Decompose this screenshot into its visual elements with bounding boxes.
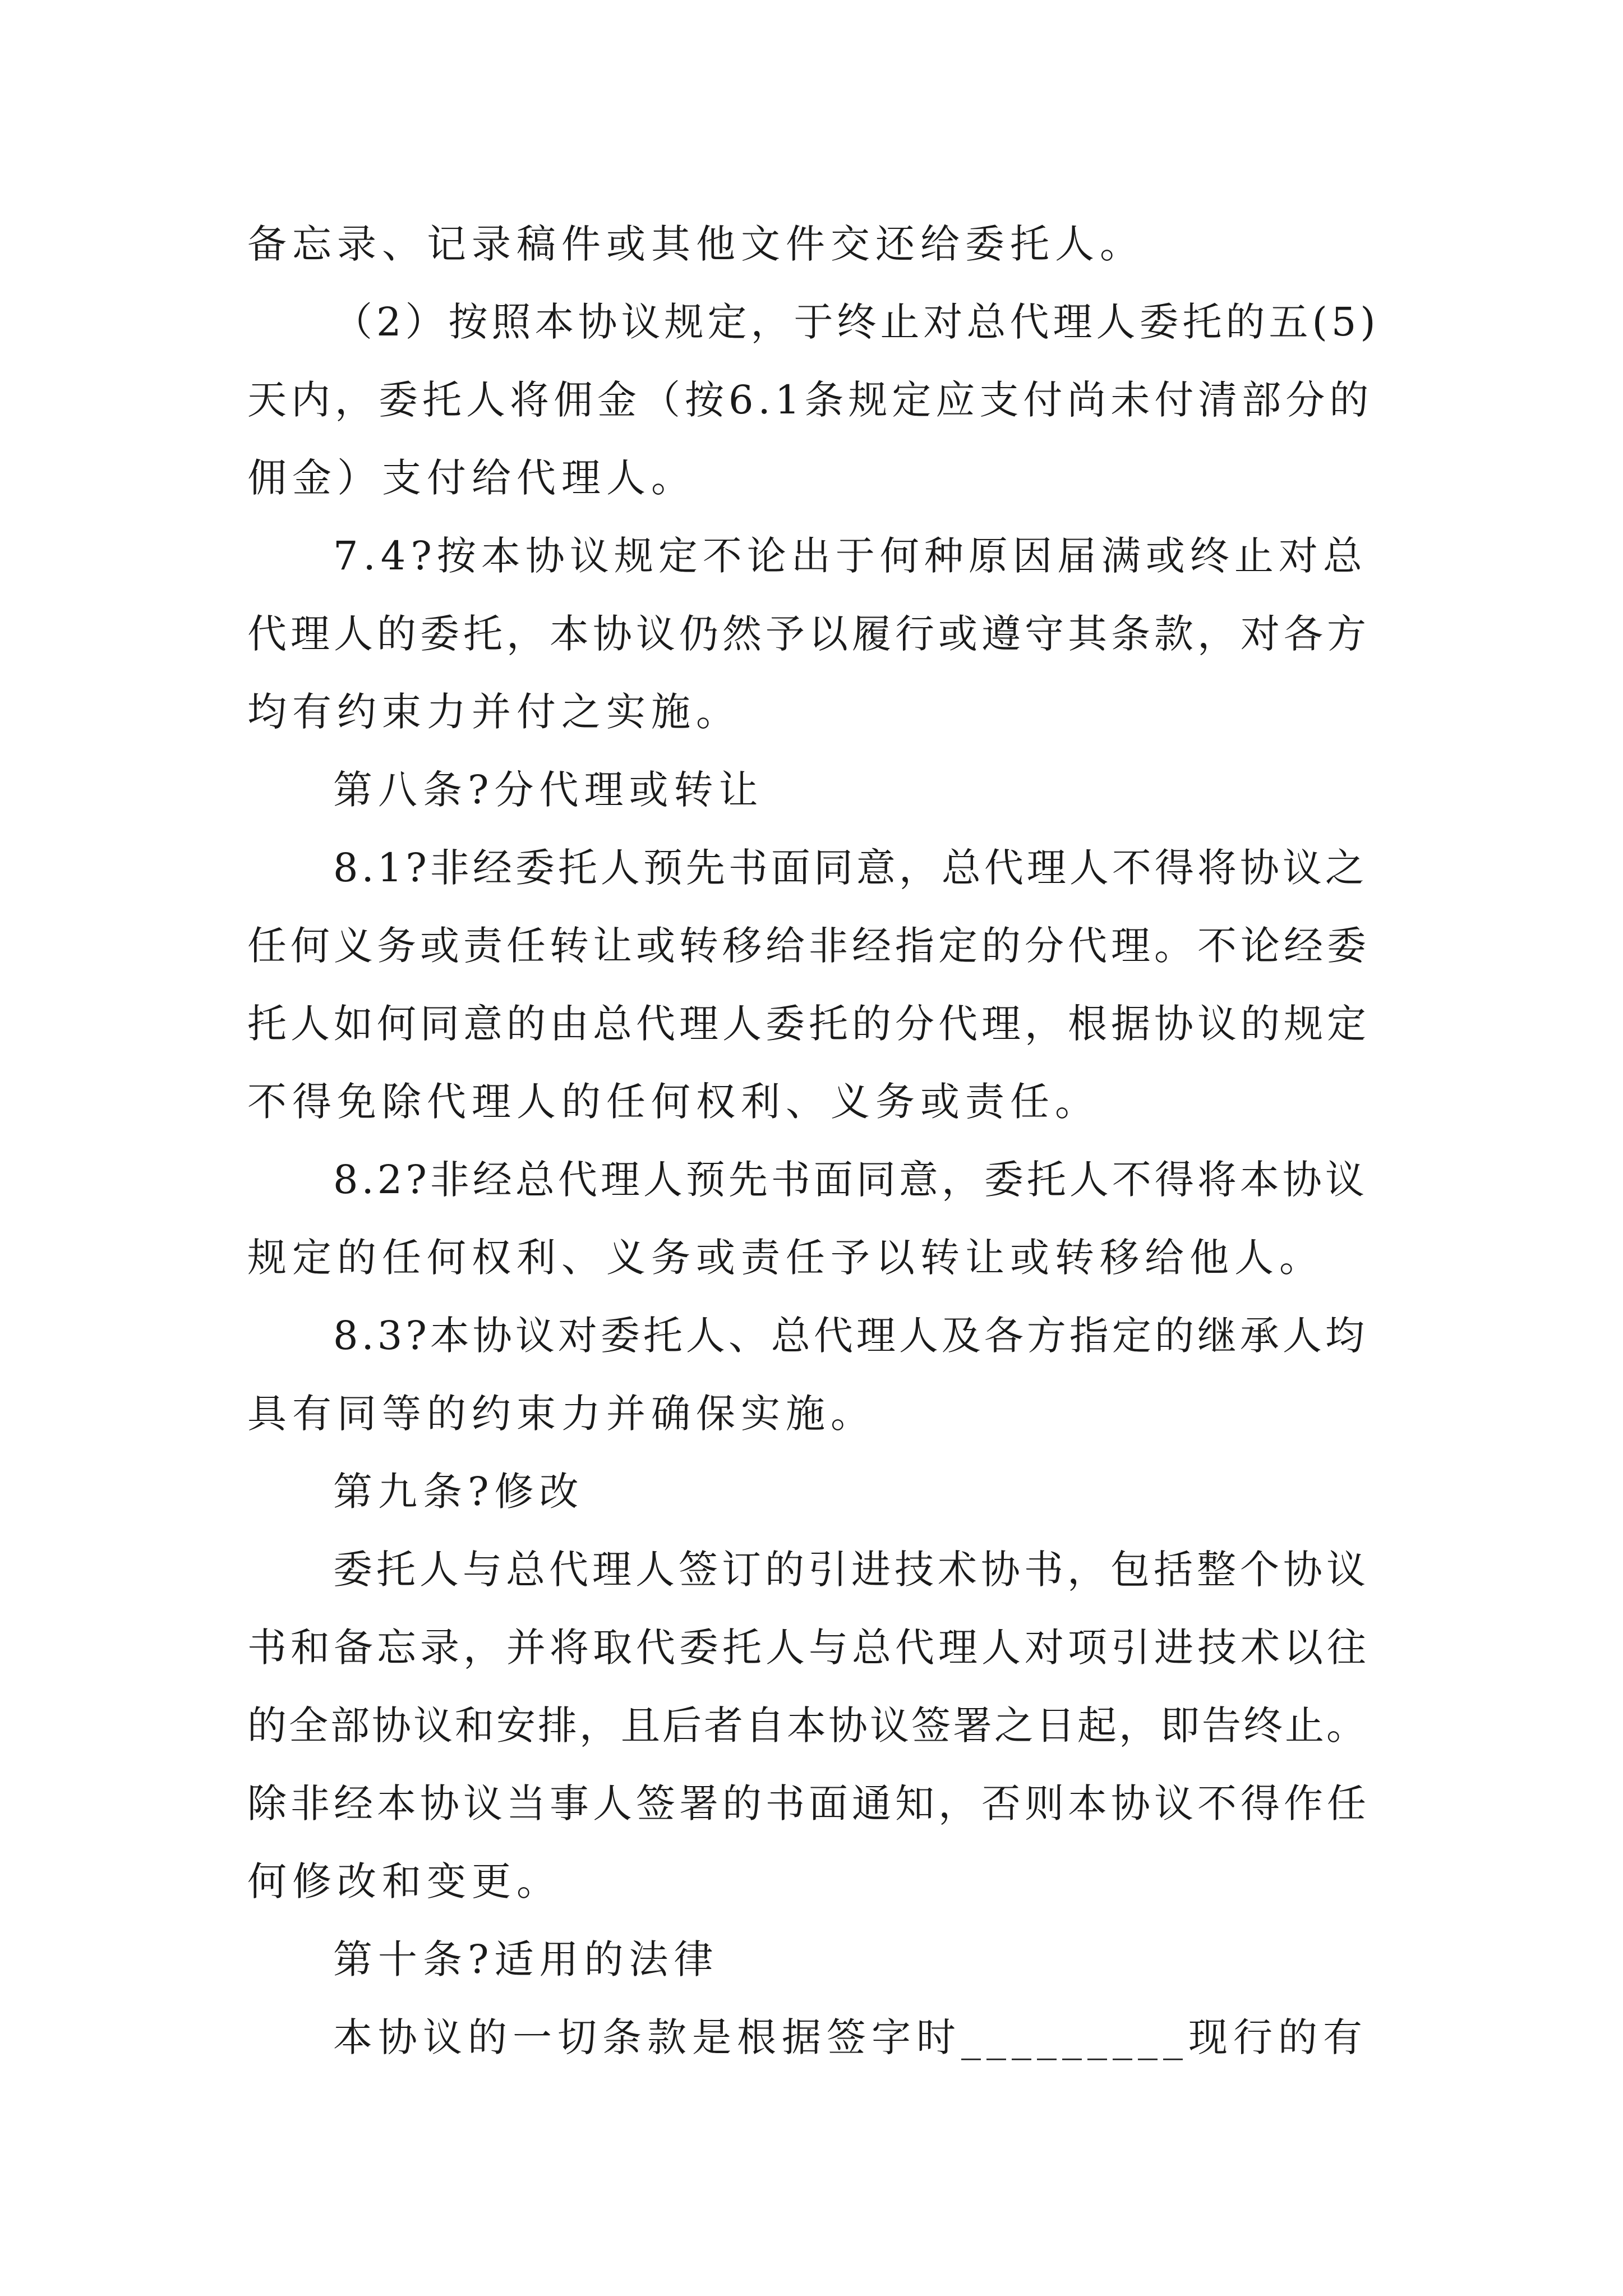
- text-line: 备忘录、记录稿件或其他文件交还给委托人。: [247, 221, 1145, 267]
- text-line: 除非经本协议当事人签署的书面通知，否则本协议不得作任: [247, 1780, 1370, 1826]
- text-line: 的全部协议和安排，且后者自本协议签署之日起，即告终止。: [247, 1703, 1368, 1749]
- text-line: 天内，委托人将佣金（按6.1条规定应支付尚未付清部分的: [247, 377, 1373, 423]
- section-heading: 第八条?分代理或转让: [333, 767, 764, 813]
- text-line: 何修改和变更。: [247, 1858, 561, 1904]
- text-line: 委托人与总代理人签订的引进技术协书，包括整个协议: [333, 1547, 1370, 1593]
- text-line: 8.2?非经总代理人预先书面同意，委托人不得将本协议: [333, 1157, 1368, 1203]
- text-line: 托人如何同意的由总代理人委托的分代理，根据协议的规定: [247, 1001, 1370, 1047]
- section-heading: 第九条?修改: [333, 1469, 584, 1515]
- text-line: 佣金）支付给代理人。: [247, 455, 696, 501]
- text-line: 8.1?非经委托人预先书面同意，总代理人不得将协议之: [333, 845, 1368, 891]
- text-line: 本协议的一切条款是根据签字时_________现行的有: [333, 2014, 1368, 2060]
- text-line: 8.3?本协议对委托人、总代理人及各方指定的继承人均: [333, 1313, 1368, 1359]
- text-line: （2）按照本协议规定，于终止对总代理人委托的五(5): [333, 299, 1380, 345]
- text-line: 规定的任何权利、义务或责任予以转让或转移给他人。: [247, 1235, 1324, 1281]
- section-heading: 第十条?适用的法律: [333, 1936, 719, 1982]
- text-line: 7.4?按本协议规定不论出于何种原因届满或终止对总: [333, 533, 1367, 579]
- text-line: 书和备忘录，并将取代委托人与总代理人对项引进技术以往: [247, 1625, 1370, 1671]
- text-line: 任何义务或责任转让或转移给非经指定的分代理。不论经委: [247, 923, 1370, 969]
- text-line: 均有约束力并付之实施。: [247, 689, 741, 735]
- text-line: 具有同等的约束力并确保实施。: [247, 1391, 875, 1437]
- text-line: 不得免除代理人的任何权利、义务或责任。: [247, 1079, 1100, 1125]
- text-line: 代理人的委托，本协议仍然予以履行或遵守其条款，对各方: [247, 611, 1370, 657]
